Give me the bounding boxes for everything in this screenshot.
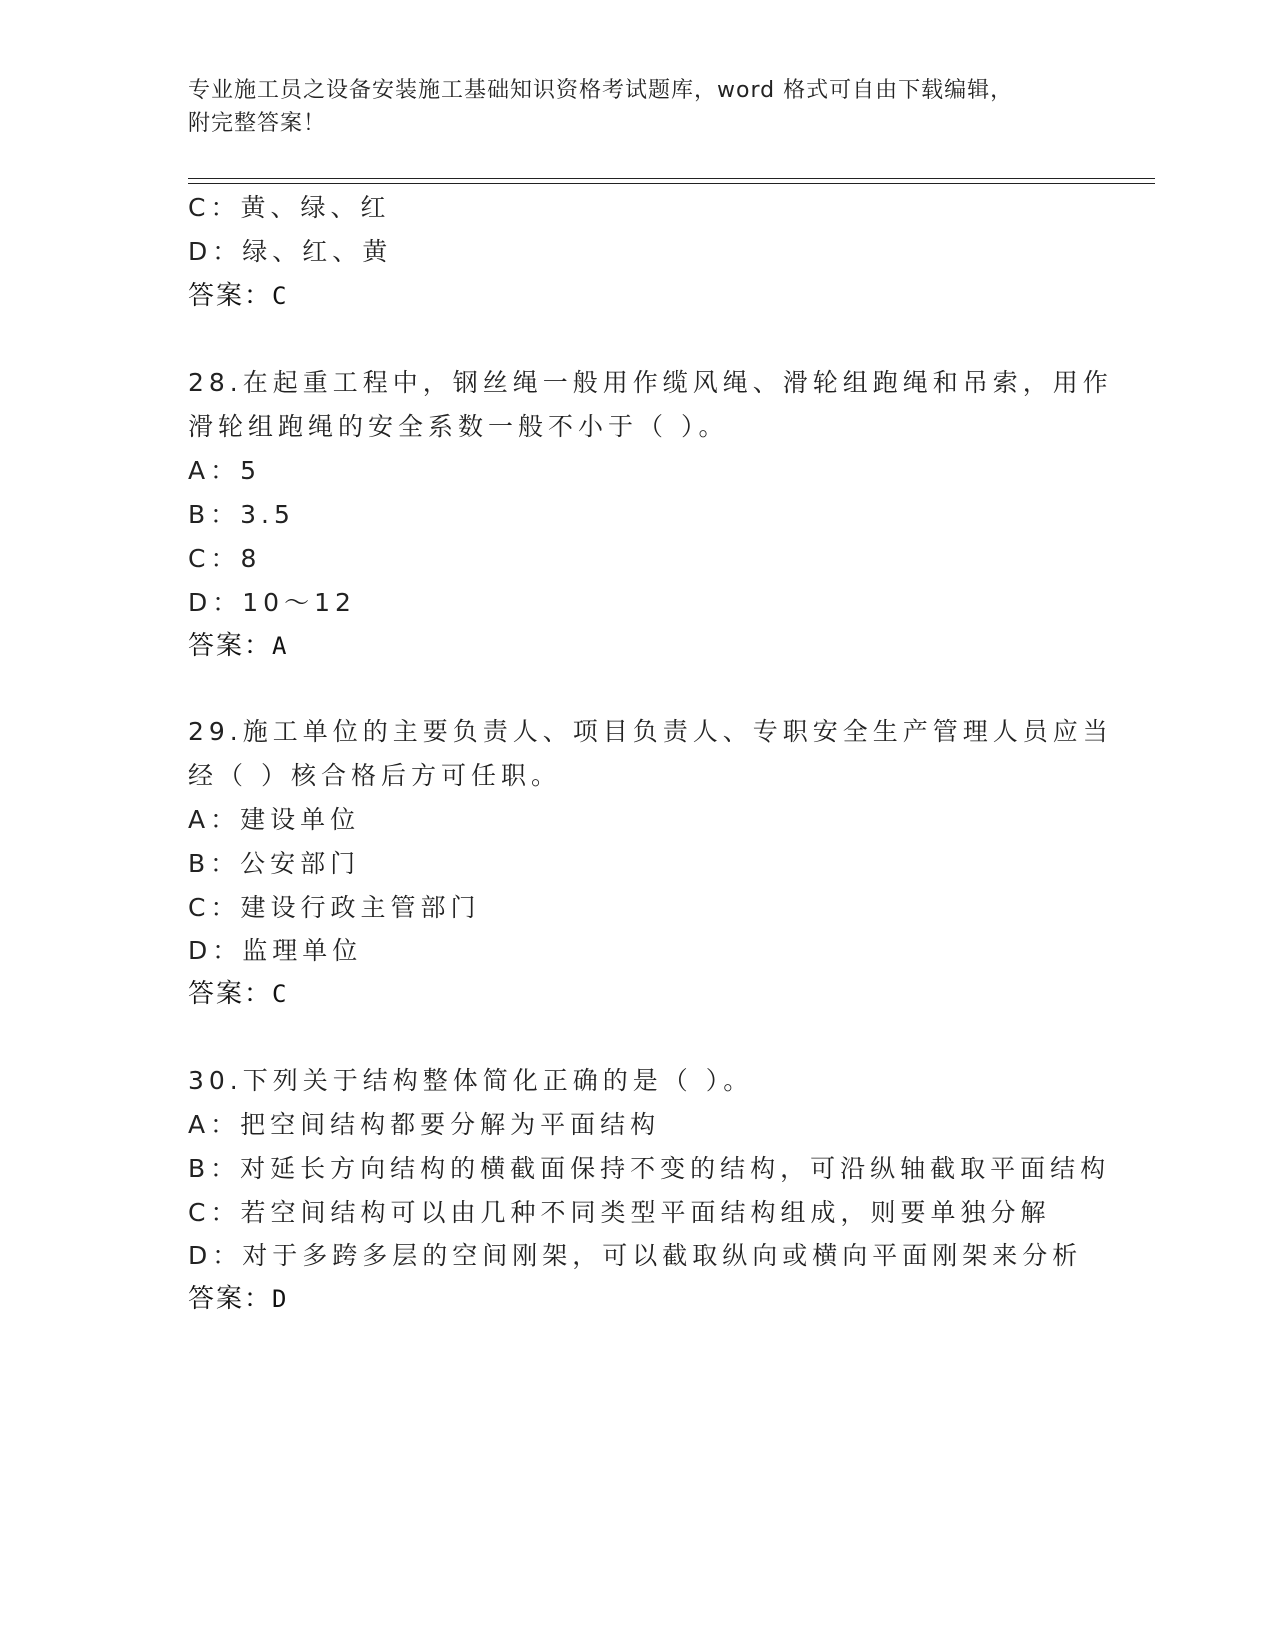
option-a: A：建设单位 xyxy=(188,805,361,834)
option-a: A：把空间结构都要分解为平面结构 xyxy=(188,1110,661,1139)
option-b: B：对延长方向结构的横截面保持不变的结构，可沿纵轴截取平面结构 xyxy=(188,1154,1111,1183)
option-b: B：3.5 xyxy=(188,500,295,529)
question-stem: 30.下列关于结构整体简化正确的是（ ）。 xyxy=(188,1066,754,1095)
option-c: C：若空间结构可以由几种不同类型平面结构组成，则要单独分解 xyxy=(188,1198,1051,1227)
answer-line: 答案：C xyxy=(188,281,287,311)
question-stem-continued: 经（ ）核合格后方可任职。 xyxy=(188,761,561,790)
option-d: D：对于多跨多层的空间刚架，可以截取纵向或横向平面刚架来分析 xyxy=(188,1241,1083,1270)
option-d: D：监理单位 xyxy=(188,936,363,965)
question-stem: 28.在起重工程中，钢丝绳一般用作缆风绳、滑轮组跑绳和吊索，用作 xyxy=(188,368,1113,397)
option-c: C：8 xyxy=(188,544,262,573)
option-d: D：10～12 xyxy=(188,588,356,617)
header-divider-top xyxy=(188,178,1155,179)
question-stem: 29.施工单位的主要负责人、项目负责人、专职安全生产管理人员应当 xyxy=(188,717,1113,746)
question-stem-continued: 滑轮组跑绳的安全系数一般不小于（ ）。 xyxy=(188,412,729,441)
header-divider-bottom xyxy=(188,183,1155,184)
option-b: B：公安部门 xyxy=(188,849,361,878)
option-c: C：黄、绿、红 xyxy=(188,193,391,222)
document-header xyxy=(188,74,1068,140)
answer-line: 答案：C xyxy=(188,979,287,1009)
option-d: D：绿、红、黄 xyxy=(188,237,393,266)
answer-line: 答案：A xyxy=(188,631,287,661)
answer-line: 答案：D xyxy=(188,1284,287,1314)
header-line-2: 附完整答案！ xyxy=(188,111,327,136)
header-line-1: 专业施工员之设备安装施工基础知识资格考试题库，word 格式可自由下载编辑， xyxy=(188,78,1014,103)
option-a: A：5 xyxy=(188,456,262,485)
option-c: C：建设行政主管部门 xyxy=(188,893,481,922)
